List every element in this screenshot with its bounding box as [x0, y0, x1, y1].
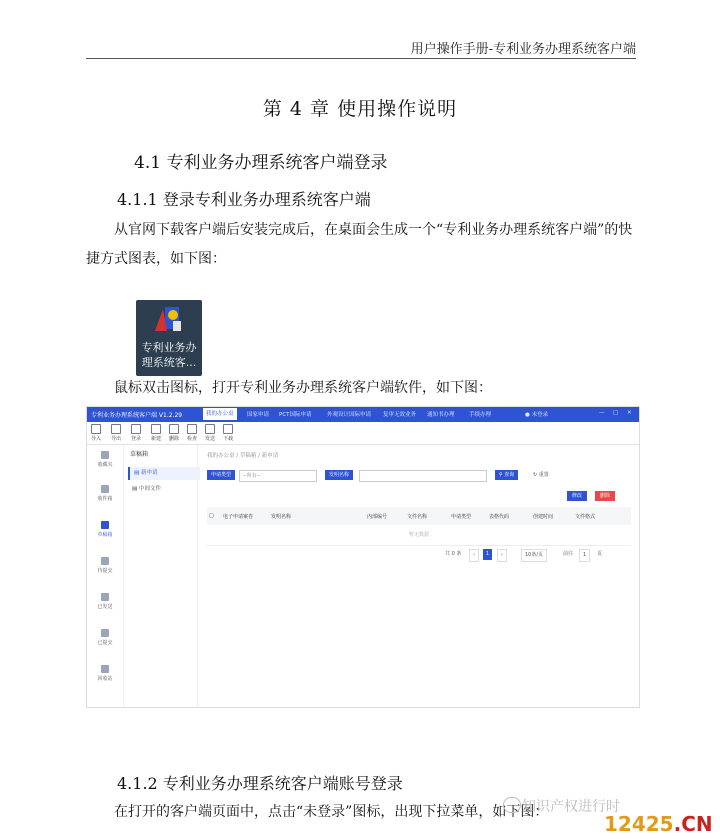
tab-procedure[interactable]: 手续办理: [469, 412, 492, 418]
prev-page-button[interactable]: ‹: [469, 549, 479, 562]
column-header: 发明名称: [271, 514, 292, 520]
download-button[interactable]: 下载: [221, 424, 235, 442]
application-type-label: 申请类型: [207, 470, 235, 480]
tab-notice[interactable]: 通知书办理: [427, 412, 455, 418]
send-icon: [205, 424, 215, 434]
chapter-title: 第 4 章 使用操作说明: [262, 98, 458, 120]
submitted-icon: [101, 629, 109, 637]
delete-button[interactable]: 删除: [595, 491, 615, 501]
import-icon: [91, 424, 101, 434]
page-size-select[interactable]: 10条/页: [521, 549, 547, 562]
import-button[interactable]: 导入: [89, 424, 103, 442]
column-header: 表格代码: [489, 514, 510, 520]
column-header: 内部编号: [367, 514, 388, 520]
watermark: 知识产权进行时: [522, 799, 620, 815]
send-button[interactable]: 发送: [203, 424, 217, 442]
running-header: 用户操作手册-专利业务办理系统客户端: [410, 42, 636, 57]
maximize-icon[interactable]: □: [613, 410, 619, 416]
nav-drafts[interactable]: 草稿箱: [87, 521, 123, 538]
goto-page-input[interactable]: 1: [579, 549, 590, 562]
export-button[interactable]: 导出: [109, 424, 123, 442]
login-menu[interactable]: ● 未登录: [525, 412, 549, 418]
column-header: 电子申请案卷: [223, 514, 254, 520]
download-icon: [223, 424, 233, 434]
toolbar: [87, 422, 639, 445]
query-button[interactable]: ⚲ 查询: [495, 470, 518, 480]
table-header: [207, 507, 631, 525]
document-icon: ▤: [134, 470, 141, 476]
new-icon: [151, 424, 161, 434]
app-title-bar: [87, 407, 639, 422]
page-unit-label: 页: [597, 551, 603, 557]
tab-design[interactable]: 外观设计国际申请: [327, 412, 372, 418]
section-heading-4-1-1: 4.1.1 登录专利业务办理系统客户端: [117, 190, 371, 209]
sent-icon: [101, 593, 109, 601]
login-status: 未登录: [531, 412, 549, 418]
nav-submitted[interactable]: 已提交: [87, 629, 123, 646]
main-panel: [199, 445, 639, 707]
nav-favorites[interactable]: 收藏夹: [87, 451, 123, 468]
trash-icon: [101, 665, 109, 673]
sub-nav: [125, 445, 198, 707]
invention-name-input[interactable]: [359, 470, 487, 482]
column-header: 创建时间: [533, 514, 554, 520]
left-nav: [87, 445, 124, 707]
application-type-select[interactable]: --所有--: [239, 470, 317, 482]
current-page[interactable]: 1: [483, 549, 492, 560]
export-icon: [111, 424, 121, 434]
edit-button[interactable]: 修改: [567, 491, 587, 501]
paragraph-open-client: 鼠标双击图标，打开专利业务办理系统客户端软件，如下图：: [114, 380, 492, 396]
column-header: 申请类型: [451, 514, 472, 520]
next-page-button[interactable]: ›: [497, 549, 507, 562]
new-button[interactable]: 新建: [149, 424, 163, 442]
header-rule: [86, 58, 636, 59]
nav-to-submit[interactable]: 待提交: [87, 557, 123, 574]
goto-label: 前往: [563, 551, 574, 557]
delete-tool-button[interactable]: 删除: [167, 424, 181, 442]
section-heading-4-1-2: 4.1.2 专利业务办理系统客户端账号登录: [117, 774, 403, 793]
login-icon: [131, 424, 141, 434]
desktop-shortcut-icon[interactable]: [136, 300, 202, 376]
nav-inbox[interactable]: 收件箱: [87, 485, 123, 502]
column-header: 文件格式: [575, 514, 596, 520]
client-screenshot: [86, 406, 640, 708]
sub-item-intermediate-files[interactable]: ▤ 中间文件: [132, 486, 161, 492]
breadcrumb: 我的办公桌 / 草稿箱 / 新申请: [207, 453, 279, 459]
paragraph-login: 在打开的客户端页面中，点击“未登录”图标，出现下拉菜单，如下图：: [114, 804, 549, 820]
tab-desk[interactable]: 我的办公桌: [203, 408, 237, 420]
section-heading-4-1: 4.1 专利业务办理系统客户端登录: [134, 153, 388, 173]
inbox-icon: [101, 485, 109, 493]
nav-recycle[interactable]: 回收站: [87, 665, 123, 682]
document-icon: ▤: [132, 486, 139, 492]
site-logo: 12425.CN: [604, 812, 713, 836]
column-header: 文件名称: [407, 514, 428, 520]
delete-icon: [169, 424, 179, 434]
to-submit-icon: [101, 557, 109, 565]
tab-review[interactable]: 复审无效业务: [383, 412, 417, 418]
reset-button[interactable]: ↻ 重置: [533, 472, 549, 478]
folder-icon: [101, 451, 109, 459]
close-icon[interactable]: ✕: [627, 410, 632, 416]
client-logo-icon: [153, 305, 185, 335]
check-icon: [187, 424, 197, 434]
tab-pct[interactable]: PCT国际申请: [279, 412, 312, 418]
login-button[interactable]: 登录: [129, 424, 143, 442]
invention-name-label: 发明名称: [325, 470, 353, 480]
sub-item-new-application[interactable]: ▤ 新申请: [128, 467, 200, 480]
desktop-icon-label: 专利业务办 理系统客...: [141, 341, 197, 369]
wechat-icon: [503, 797, 521, 813]
pager-total: 共 0 条: [445, 551, 462, 557]
paragraph-download: 从官网下载客户端后安装完成后，在桌面会生成一个“专利业务办理系统客户端”的快捷方式图表，如下图：: [86, 222, 633, 267]
tab-national[interactable]: 国家申请: [247, 412, 270, 418]
check-button[interactable]: 检查: [185, 424, 199, 442]
select-all-checkbox[interactable]: □: [209, 513, 214, 519]
app-title: 专利业务办理系统客户端 V1.2.29: [91, 412, 183, 419]
nav-sent[interactable]: 已发送: [87, 593, 123, 610]
minimize-icon[interactable]: —: [599, 410, 605, 416]
empty-table-message: 暂无数据: [207, 525, 631, 546]
drafts-icon: [101, 521, 109, 529]
sub-nav-title: 草稿箱: [130, 451, 149, 458]
